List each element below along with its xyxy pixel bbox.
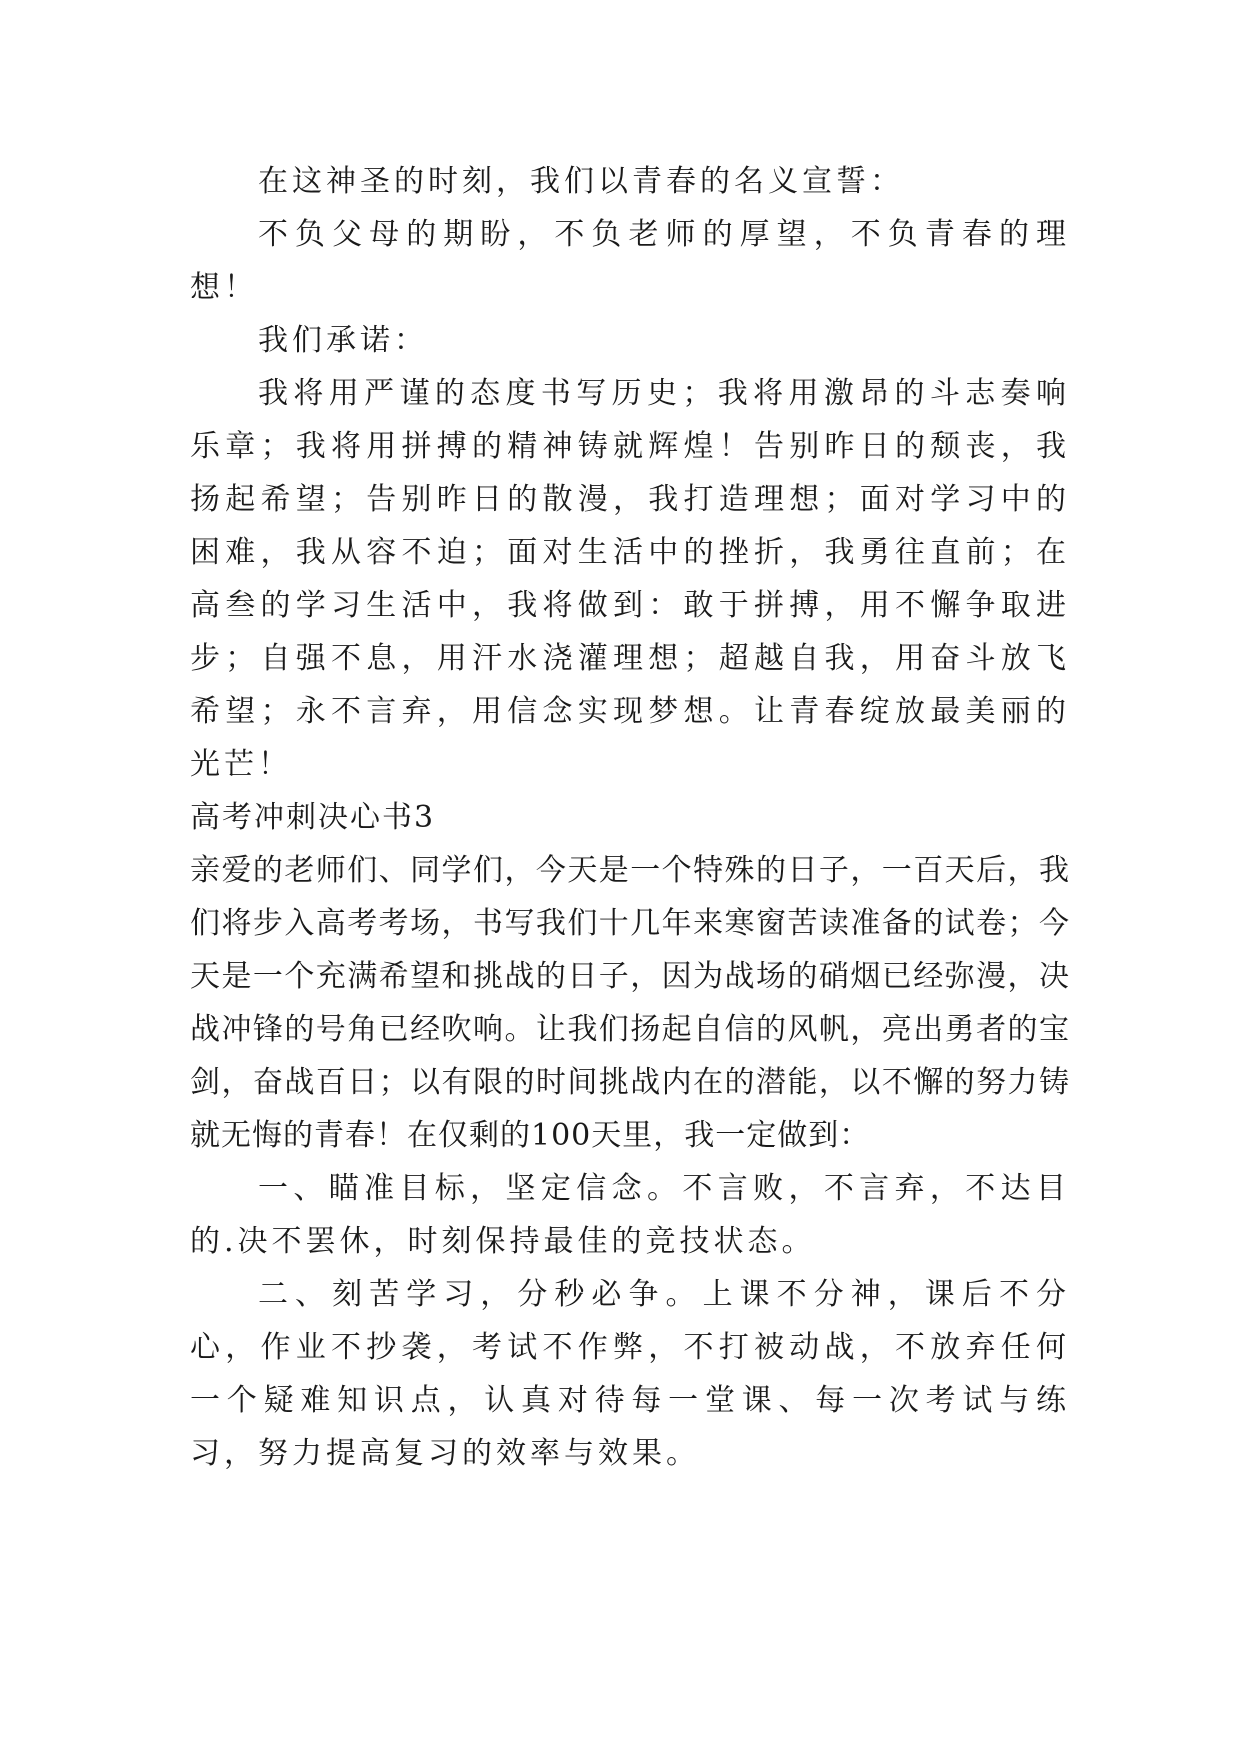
promise-label-paragraph: 我们承诺： (258, 323, 428, 358)
promise-body-paragraph: 我将用严谨的态度书写历史；我将用激昂的斗志奏响乐章；我将用拼搏的精神铸就辉煌！告别昨日的颓丧，我扬起希望；告别昨日的散漫，我打造理想；面对学习中的困难，我从容不迫；面对生活中的挫折，我勇往直前；在高叁的学习生活中，我将做到：敢于拼搏，用不懈争取进步；自强不息，用汗水浇灌理想；超越自我，用奋斗放飞希望；永不言弃，用信念实现梦想。让青春绽放最美丽的光芒！ (190, 376, 1070, 782)
document-body (190, 155, 1070, 1480)
oath-intro-paragraph: 在这神圣的时刻，我们以青春的名义宣誓： (258, 164, 904, 199)
point-2-paragraph: 二、刻苦学习，分秒必争。上课不分神，课后不分心，作业不抄袭，考试不作弊，不打被动战，不放弃任何一个疑难知识点，认真对待每一堂课、每一次考试与练习，努力提高复习的效率与效果。 (190, 1277, 1070, 1471)
intro-paragraph: 亲爱的老师们、同学们，今天是一个特殊的日子，一百天后，我们将步入高考考场，书写我们十几年来寒窗苦读准备的试卷；今天是一个充满希望和挑战的日子，因为战场的硝烟已经弥漫，决战冲锋的号角已经吹响。让我们扬起自信的风帆，亮出勇者的宝剑，奋战百日；以有限的时间挑战内在的潜能，以不懈的努力铸就无悔的青春！在仅剩的100天里，我一定做到： (190, 853, 1070, 1153)
oath-line-paragraph: 不负父母的期盼，不负老师的厚望，不负青春的理想！ (190, 217, 1070, 305)
section-title: 高考冲刺决心书3 (190, 800, 436, 835)
point-1-paragraph: 一、瞄准目标，坚定信念。不言败，不言弃，不达目的.决不罢休，时刻保持最佳的竞技状态。 (190, 1171, 1070, 1259)
